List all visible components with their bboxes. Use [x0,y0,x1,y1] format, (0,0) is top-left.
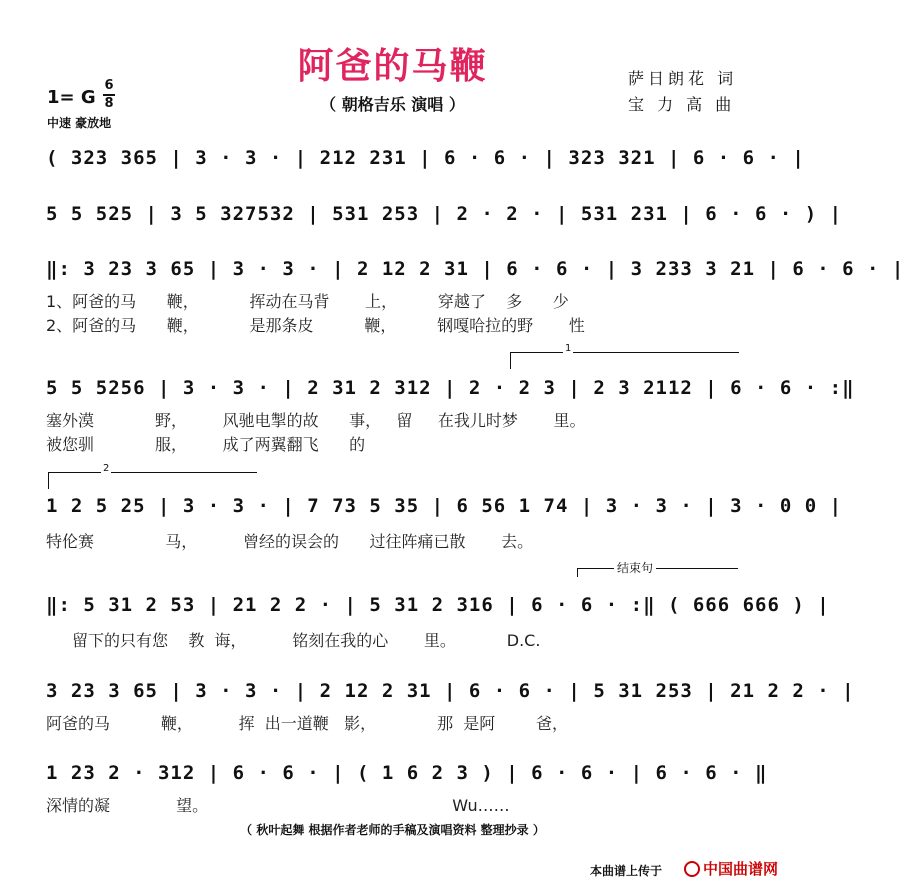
music-line-1: ( 323 365 | 3 · 3 · | 212 231 | 6 · 6 · | 323 321 | 6 · 6 · | [46,147,805,169]
music-line-8: 1 23 2 · 312 | 6 · 6 · | ( 1 6 2 3 ) | 6 · 6 · | 6 · 6 · ‖ [46,762,768,784]
volta-label-2: 2 [103,463,110,474]
time-numerator: 6 [104,78,114,93]
music-line-7: 3 23 3 65 | 3 · 3 · | 2 12 2 31 | 6 · 6 · | 5 31 253 | 21 2 2 · | [46,680,855,702]
site-logo [684,858,778,879]
transcription-note: （ 秋叶起舞 根据作者老师的手稿及演唱资料 整理抄录 ） [240,823,545,837]
key-signature: 1= G [47,87,96,108]
coda-bracket [577,561,738,577]
volta-bracket-2 [48,463,257,489]
volta-bracket-1 [510,343,739,369]
lyric-line-3-verse-2: 2、阿爸的马 鞭， 是那条皮 鞭， 钢嘎哈拉的野 性 [46,316,585,335]
music-line-5: 1 2 5 25 | 3 · 3 · | 7 73 5 35 | 6 56 1 74 | 3 · 3 · | 3 · 0 0 | [46,495,843,517]
tempo-marking: 中速 豪放地 [47,116,112,130]
lyric-line-5: 特伦赛 马， 曾经的误会的 过往阵痛已散 去。 [46,532,534,551]
time-signature [103,79,115,111]
logo-icon [684,861,700,877]
music-line-2: 5 5 525 | 3 5 327532 | 531 253 | 2 · 2 · | 531 231 | 6 · 6 · ) | [46,203,843,225]
lyric-line-8: 深情的凝 望。 Wu…… [46,796,510,815]
lyric-line-4-verse-2: 被您驯 服， 成了两翼翻飞 的 [46,435,366,454]
volta-label-1: 1 [565,343,572,354]
lyric-line-3-verse-1: 1、阿爸的马 鞭， 挥动在马背 上， 穿越了 多 少 [46,292,569,311]
page-title: 阿爸的马鞭 [297,46,488,87]
lyric-line-7: 阿爸的马 鞭， 挥 出一道鞭 影， 那 是阿 爸， [46,714,568,733]
upload-note: 本曲谱上传于 [590,864,663,878]
coda-label: 结束句 [614,559,656,576]
music-line-4: 5 5 5256 | 3 · 3 · | 2 31 2 312 | 2 · 2 3 | 2 3 2112 | 6 · 6 · :‖ [46,377,855,399]
singer-credit: （ 朝格吉乐 演唱 ） [320,95,465,114]
lyric-line-4-verse-1: 塞外漠 野， 风驰电掣的故 事， 留 在我儿时梦 里。 [46,411,586,430]
logo-text: 中国曲谱网 [703,860,779,878]
lyricist-credit: 萨日朗花 词 [628,69,738,88]
lyric-line-6: 留下的只有您 教 诲， 铭刻在我的心 里。 D.C. [72,631,541,650]
time-denominator: 8 [104,96,114,111]
composer-credit: 宝 力 高 曲 [628,95,736,114]
music-line-3: ‖: 3 23 3 65 | 3 · 3 · | 2 12 2 31 | 6 · 6 · | 3 233 3 21 | 6 · 6 · | [46,258,904,280]
music-line-6: ‖: 5 31 2 53 | 21 2 2 · | 5 31 2 316 | 6 · 6 · :‖ ( 666 666 ) | [46,594,830,616]
